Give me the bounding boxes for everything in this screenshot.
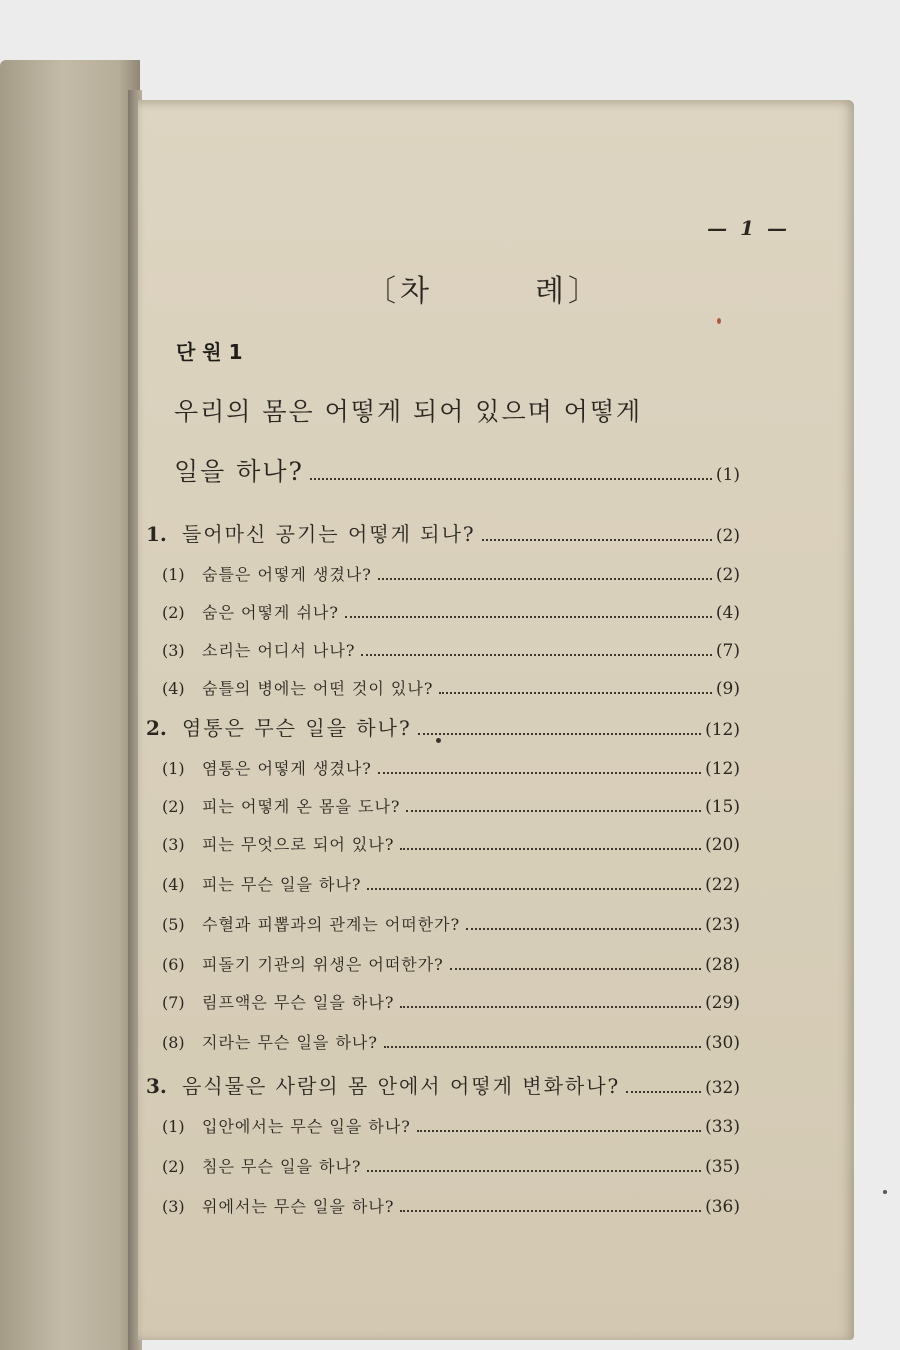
toc-item bbox=[162, 832, 740, 855]
entry-page-number: (36) bbox=[705, 1197, 740, 1217]
item-number: (2) bbox=[162, 797, 185, 816]
toc-item bbox=[162, 912, 740, 935]
dot-leader bbox=[400, 1006, 701, 1008]
item-title: 수혈과 피뽑과의 관계는 어떠한가? bbox=[202, 915, 461, 934]
entry-page-number: (28) bbox=[705, 955, 740, 975]
unit-title-entry bbox=[174, 452, 740, 488]
dot-leader bbox=[400, 1210, 701, 1212]
section-title: 들어마신 공기는 어떻게 되나? bbox=[182, 522, 476, 546]
toc-section-1 bbox=[146, 518, 740, 547]
item-number: (2) bbox=[162, 1157, 185, 1176]
unit-label: 단 원 1 bbox=[176, 340, 243, 364]
toc-item bbox=[162, 562, 740, 585]
item-title: 지라는 무슨 일을 하나? bbox=[202, 1033, 378, 1052]
facing-page bbox=[0, 60, 140, 1350]
item-title: 숨틀은 어떻게 생겼나? bbox=[202, 565, 372, 584]
paper-stain bbox=[883, 1190, 887, 1194]
section-number: 1. bbox=[146, 522, 167, 546]
dot-leader bbox=[367, 1170, 701, 1172]
entry-page-number: (29) bbox=[705, 993, 740, 1013]
dot-leader bbox=[400, 848, 701, 850]
item-number: (4) bbox=[162, 875, 185, 894]
item-title: 숨은 어떻게 쉬나? bbox=[202, 603, 339, 622]
dot-leader bbox=[482, 539, 712, 541]
item-number: (4) bbox=[162, 679, 185, 698]
item-number: (6) bbox=[162, 955, 185, 974]
item-title: 소리는 어디서 나나? bbox=[202, 641, 356, 660]
dot-leader bbox=[439, 692, 712, 694]
entry-page-number: (33) bbox=[705, 1117, 740, 1137]
item-number: (8) bbox=[162, 1033, 185, 1052]
entry-page-number: (2) bbox=[715, 565, 740, 585]
toc-item bbox=[162, 756, 740, 779]
item-number: (5) bbox=[162, 915, 185, 934]
dot-leader bbox=[345, 616, 712, 618]
dot-leader bbox=[450, 968, 701, 970]
entry-page-number: (9) bbox=[715, 679, 740, 699]
toc-item bbox=[162, 1194, 740, 1217]
item-title: 염통은 어떻게 생겼나? bbox=[202, 759, 372, 778]
dot-leader bbox=[310, 478, 712, 480]
unit-title: 우리의 몸은 어떻게 되어 있으며 어떻게 bbox=[174, 397, 643, 426]
entry-page-number: (2) bbox=[715, 526, 740, 546]
item-title: 피는 무엇으로 되어 있나? bbox=[202, 835, 395, 854]
dot-leader bbox=[378, 578, 712, 580]
item-title: 피는 어떻게 온 몸을 도나? bbox=[202, 797, 401, 816]
item-number: (1) bbox=[162, 1117, 185, 1136]
item-number: (3) bbox=[162, 1197, 185, 1216]
entry-page-number: (32) bbox=[705, 1078, 740, 1098]
item-title: 피돌기 기관의 위생은 어떠한가? bbox=[202, 955, 444, 974]
toc-item bbox=[162, 600, 740, 623]
dot-leader bbox=[417, 1130, 701, 1132]
toc-item bbox=[162, 1030, 740, 1053]
item-title: 위에서는 무슨 일을 하나? bbox=[202, 1197, 395, 1216]
item-title: 입안에서는 무슨 일을 하나? bbox=[202, 1117, 411, 1136]
toc-item bbox=[162, 1114, 740, 1137]
item-number: (3) bbox=[162, 641, 185, 660]
toc-title: 〔차 례〕 bbox=[366, 274, 602, 309]
section-number: 3. bbox=[146, 1074, 167, 1098]
section-number: 2. bbox=[146, 716, 167, 740]
entry-page-number: (23) bbox=[705, 915, 740, 935]
section-title: 음식물은 사람의 몸 안에서 어떻게 변화하나? bbox=[182, 1074, 621, 1098]
entry-page-number: (35) bbox=[705, 1157, 740, 1177]
item-title: 숨틀의 병에는 어떤 것이 있나? bbox=[202, 679, 434, 698]
item-title: 림프액은 무슨 일을 하나? bbox=[202, 993, 395, 1012]
paper-stain bbox=[436, 738, 441, 743]
entry-page-number: (20) bbox=[705, 835, 740, 855]
item-title: 침은 무슨 일을 하나? bbox=[202, 1157, 362, 1176]
item-number: (7) bbox=[162, 993, 185, 1012]
toc-section-2 bbox=[146, 712, 740, 741]
dot-leader bbox=[466, 928, 701, 930]
section-title: 염통은 무슨 일을 하나? bbox=[182, 716, 412, 740]
paper-stain bbox=[717, 318, 721, 324]
item-number: (1) bbox=[162, 759, 185, 778]
toc-item bbox=[162, 952, 740, 975]
entry-page-number: (15) bbox=[705, 797, 740, 817]
dot-leader bbox=[384, 1046, 701, 1048]
toc-section-3 bbox=[146, 1070, 740, 1099]
toc-item bbox=[162, 1154, 740, 1177]
dot-leader bbox=[626, 1091, 701, 1093]
dot-leader bbox=[367, 888, 701, 890]
entry-page-number: (12) bbox=[705, 759, 740, 779]
entry-page-number: (7) bbox=[715, 641, 740, 661]
dot-leader bbox=[361, 654, 712, 656]
toc-item bbox=[162, 676, 740, 699]
dot-leader bbox=[418, 733, 701, 735]
dot-leader bbox=[406, 810, 701, 812]
entry-page-number: (12) bbox=[705, 720, 740, 740]
entry-page-number: (22) bbox=[705, 875, 740, 895]
toc-item bbox=[162, 638, 740, 661]
entry-page-number: (1) bbox=[715, 465, 740, 485]
item-number: (3) bbox=[162, 835, 185, 854]
toc-item bbox=[162, 794, 740, 817]
item-number: (2) bbox=[162, 603, 185, 622]
item-number: (1) bbox=[162, 565, 185, 584]
entry-page-number: (4) bbox=[715, 603, 740, 623]
unit-title-continuation: 일을 하나? bbox=[174, 457, 304, 486]
toc-item bbox=[162, 990, 740, 1013]
page-number: — 1 — bbox=[707, 216, 790, 240]
toc-item bbox=[162, 872, 740, 895]
dot-leader bbox=[378, 772, 701, 774]
item-title: 피는 무슨 일을 하나? bbox=[202, 875, 362, 894]
entry-page-number: (30) bbox=[705, 1033, 740, 1053]
